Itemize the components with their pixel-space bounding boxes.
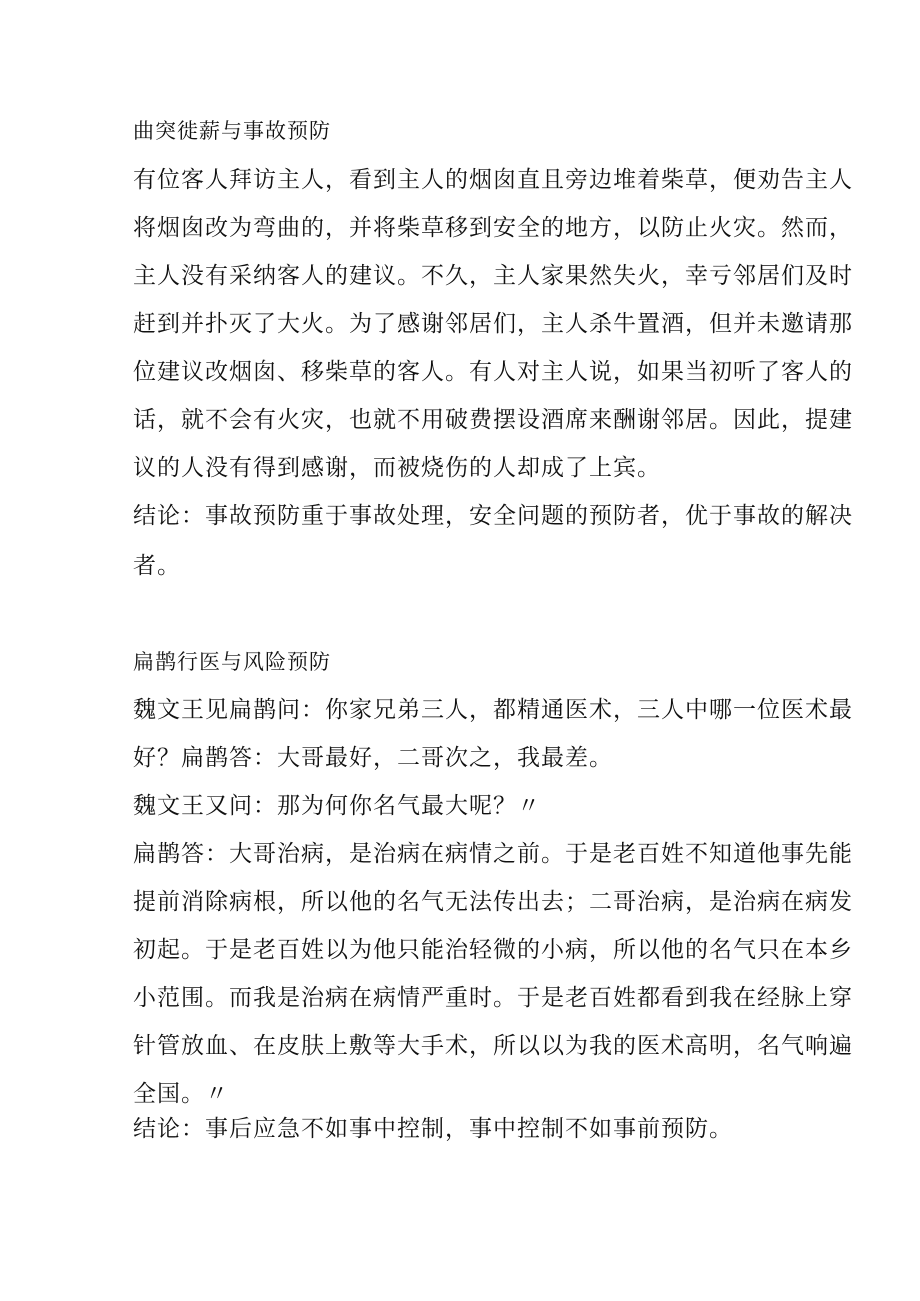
section1-conclusion-line: 者。 (133, 553, 181, 579)
section1-body-line: 有位客人拜访主人，看到主人的烟囱直且旁边堆着柴草，便劝告主人 (133, 167, 853, 193)
section1-body-line: 赶到并扑灭了大火。为了感谢邻居们，主人杀牛置酒，但并未邀请那 (133, 311, 853, 337)
section1-conclusion-line: 结论：事故预防重于事故处理，安全问题的预防者，优于事故的解决 (133, 503, 853, 529)
section2-conclusion-line: 结论：事后应急不如事中控制，事中控制不如事前预防。 (133, 1116, 733, 1142)
section2-question-line: 好？扁鹊答：大哥最好，二哥次之，我最差。 (133, 745, 613, 771)
section1-body-line: 话，就不会有火灾，也就不用破费摆设酒席来酬谢邻居。因此，提建 (133, 407, 853, 433)
section2-title: 扁鹊行医与风险预防 (133, 650, 331, 674)
section2-answer-line: 扁鹊答：大哥治病，是治病在病情之前。于是老百姓不知道他事先能 (133, 841, 853, 867)
section2-answer-line: 提前消除病根，所以他的名气无法传出去；二哥治病，是治病在病发 (133, 889, 853, 915)
section2-answer-line: 针管放血、在皮肤上敷等大手术，所以以为我的医术高明，名气响遍 (133, 1033, 853, 1059)
section2-question-line: 魏文王见扁鹊问：你家兄弟三人，都精通医术，三人中哪一位医术最 (133, 697, 853, 723)
section1-body-line: 议的人没有得到感谢，而被烧伤的人却成了上宾。 (133, 455, 661, 481)
section1-body-line: 将烟囱改为弯曲的，并将柴草移到安全的地方，以防止火灾。然而， (133, 215, 853, 241)
section1-title: 曲突徙薪与事故预防 (133, 119, 331, 143)
section2-answer-line: 初起。于是老百姓以为他只能治轻微的小病，所以他的名气只在本乡 (133, 937, 853, 963)
section1-body-line: 主人没有采纳客人的建议。不久，主人家果然失火，幸亏邻居们及时 (133, 263, 853, 289)
section2-followup-line: 魏文王又问：那为何你名气最大呢？〃 (133, 793, 541, 819)
section1-body-line: 位建议改烟囱、移柴草的客人。有人对主人说，如果当初听了客人的 (133, 359, 853, 385)
section2-answer-line: 小范围。而我是治病在病情严重时。于是老百姓都看到我在经脉上穿 (133, 985, 853, 1011)
section2-answer-line: 全国。〃 (133, 1081, 229, 1107)
